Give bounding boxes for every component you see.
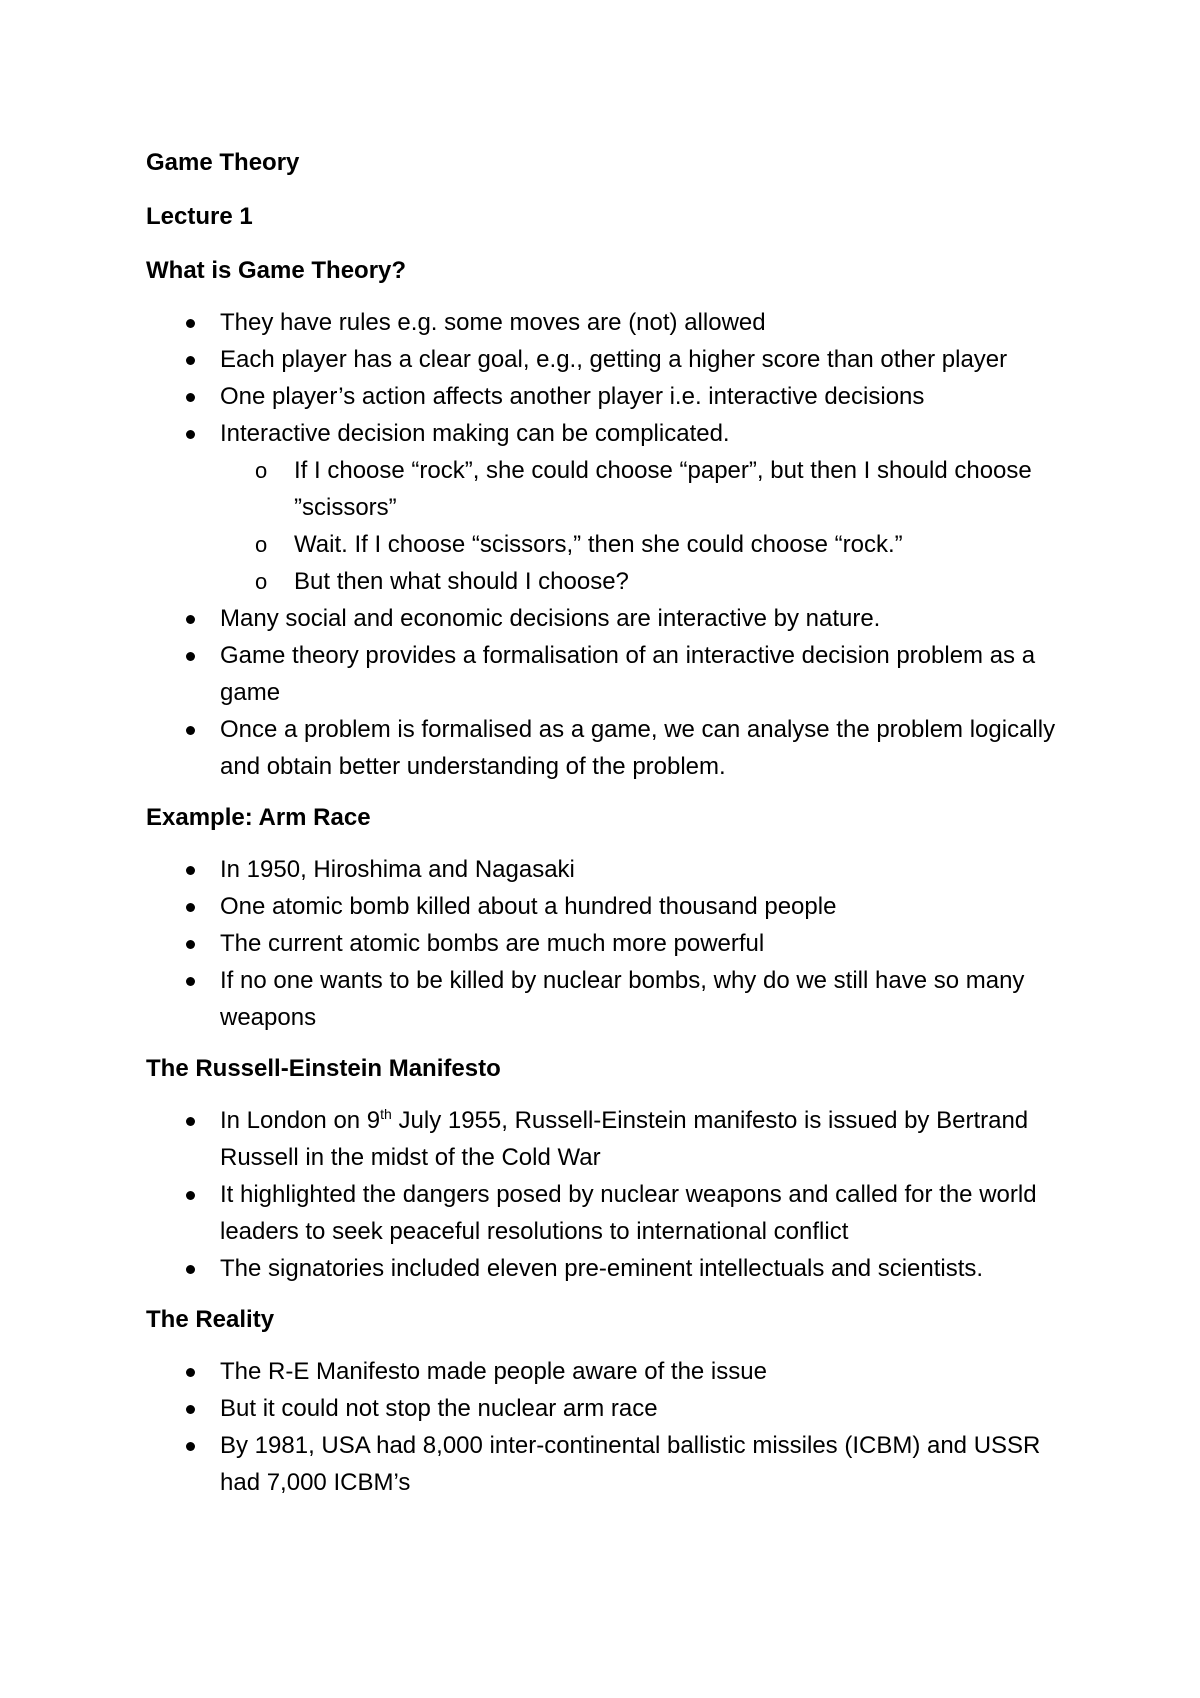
document-title: Game Theory bbox=[146, 149, 300, 176]
bullet-icon bbox=[186, 726, 195, 735]
list-item: If no one wants to be killed by nuclear bombs, why do we still have so many weapons bbox=[146, 962, 1086, 1036]
bullet-icon bbox=[186, 977, 195, 986]
list-item: They have rules e.g. some moves are (not) allowed bbox=[146, 304, 1086, 341]
list-item: The signatories included eleven pre-eminent intellectuals and scientists. bbox=[146, 1250, 1086, 1287]
sub-list-item: o If I choose “rock”, she could choose “paper”, but then I should choose ”scissors” bbox=[146, 452, 1086, 526]
circle-bullet-icon: o bbox=[255, 569, 268, 594]
list-item: One atomic bomb killed about a hundred thousand people bbox=[146, 888, 1086, 925]
sub-list-item: o But then what should I choose? bbox=[146, 563, 1086, 600]
section-heading-russell-einstein-manifesto: The Russell-Einstein Manifesto bbox=[146, 1055, 501, 1082]
bullet-icon bbox=[186, 1265, 195, 1274]
section-heading-the-reality: The Reality bbox=[146, 1306, 275, 1333]
list-item: Many social and economic decisions are interactive by nature. bbox=[146, 600, 1086, 637]
list-item: The current atomic bombs are much more powerful bbox=[146, 925, 1086, 962]
lecture-label: Lecture 1 bbox=[146, 203, 253, 230]
circle-bullet-icon: o bbox=[255, 458, 268, 483]
list-item: Each player has a clear goal, e.g., getting a higher score than other player bbox=[146, 341, 1086, 378]
bullet-list-what-is-game-theory bbox=[146, 304, 1086, 785]
list-item: Game theory provides a formalisation of an interactive decision problem as a game bbox=[146, 637, 1086, 711]
section-heading-what-is-game-theory: What is Game Theory? bbox=[146, 257, 407, 284]
list-item: By 1981, USA had 8,000 inter-continental ballistic missiles (ICBM) and USSR had 7,000 ICBM’s bbox=[146, 1427, 1086, 1501]
bullet-icon bbox=[186, 903, 195, 912]
bullet-icon bbox=[186, 940, 195, 949]
document-body bbox=[146, 144, 1086, 1515]
bullet-icon bbox=[186, 652, 195, 661]
bullet-icon bbox=[186, 319, 195, 328]
circle-bullet-icon: o bbox=[255, 532, 268, 557]
bullet-icon bbox=[186, 866, 195, 875]
bullet-icon bbox=[186, 615, 195, 624]
list-item: One player’s action affects another player i.e. interactive decisions bbox=[146, 378, 1086, 415]
list-item: The R-E Manifesto made people aware of the issue bbox=[146, 1353, 1086, 1390]
list-item: Interactive decision making can be complicated. o If I choose “rock”, she could choose “paper”, but then I should choose ”scissors” o Wait. If I choose “scissors,” then she could choose “rock.” o But then what should I choose? bbox=[146, 415, 1086, 600]
bullet-icon bbox=[186, 1442, 195, 1451]
bullet-icon bbox=[186, 393, 195, 402]
list-item: In London on 9th July 1955, Russell-Einstein manifesto is issued by Bertrand Russell in the midst of the Cold War bbox=[146, 1102, 1086, 1176]
bullet-icon bbox=[186, 1368, 195, 1377]
bullet-list-reality bbox=[146, 1353, 1086, 1501]
list-item: But it could not stop the nuclear arm race bbox=[146, 1390, 1086, 1427]
bullet-icon bbox=[186, 1117, 195, 1126]
sub-list-item: o Wait. If I choose “scissors,” then she could choose “rock.” bbox=[146, 526, 1086, 563]
list-item: Once a problem is formalised as a game, we can analyse the problem logically and obtain better understanding of the problem. bbox=[146, 711, 1086, 785]
sub-bullet-list bbox=[220, 452, 1086, 600]
section-heading-arm-race: Example: Arm Race bbox=[146, 804, 371, 831]
bullet-list-manifesto bbox=[146, 1102, 1086, 1287]
bullet-icon bbox=[186, 1191, 195, 1200]
bullet-icon bbox=[186, 356, 195, 365]
bullet-icon bbox=[186, 1405, 195, 1414]
bullet-icon bbox=[186, 430, 195, 439]
list-item: It highlighted the dangers posed by nuclear weapons and called for the world leaders to seek peaceful resolutions to international conflict bbox=[146, 1176, 1086, 1250]
bullet-list-arm-race bbox=[146, 851, 1086, 1036]
list-item: In 1950, Hiroshima and Nagasaki bbox=[146, 851, 1086, 888]
